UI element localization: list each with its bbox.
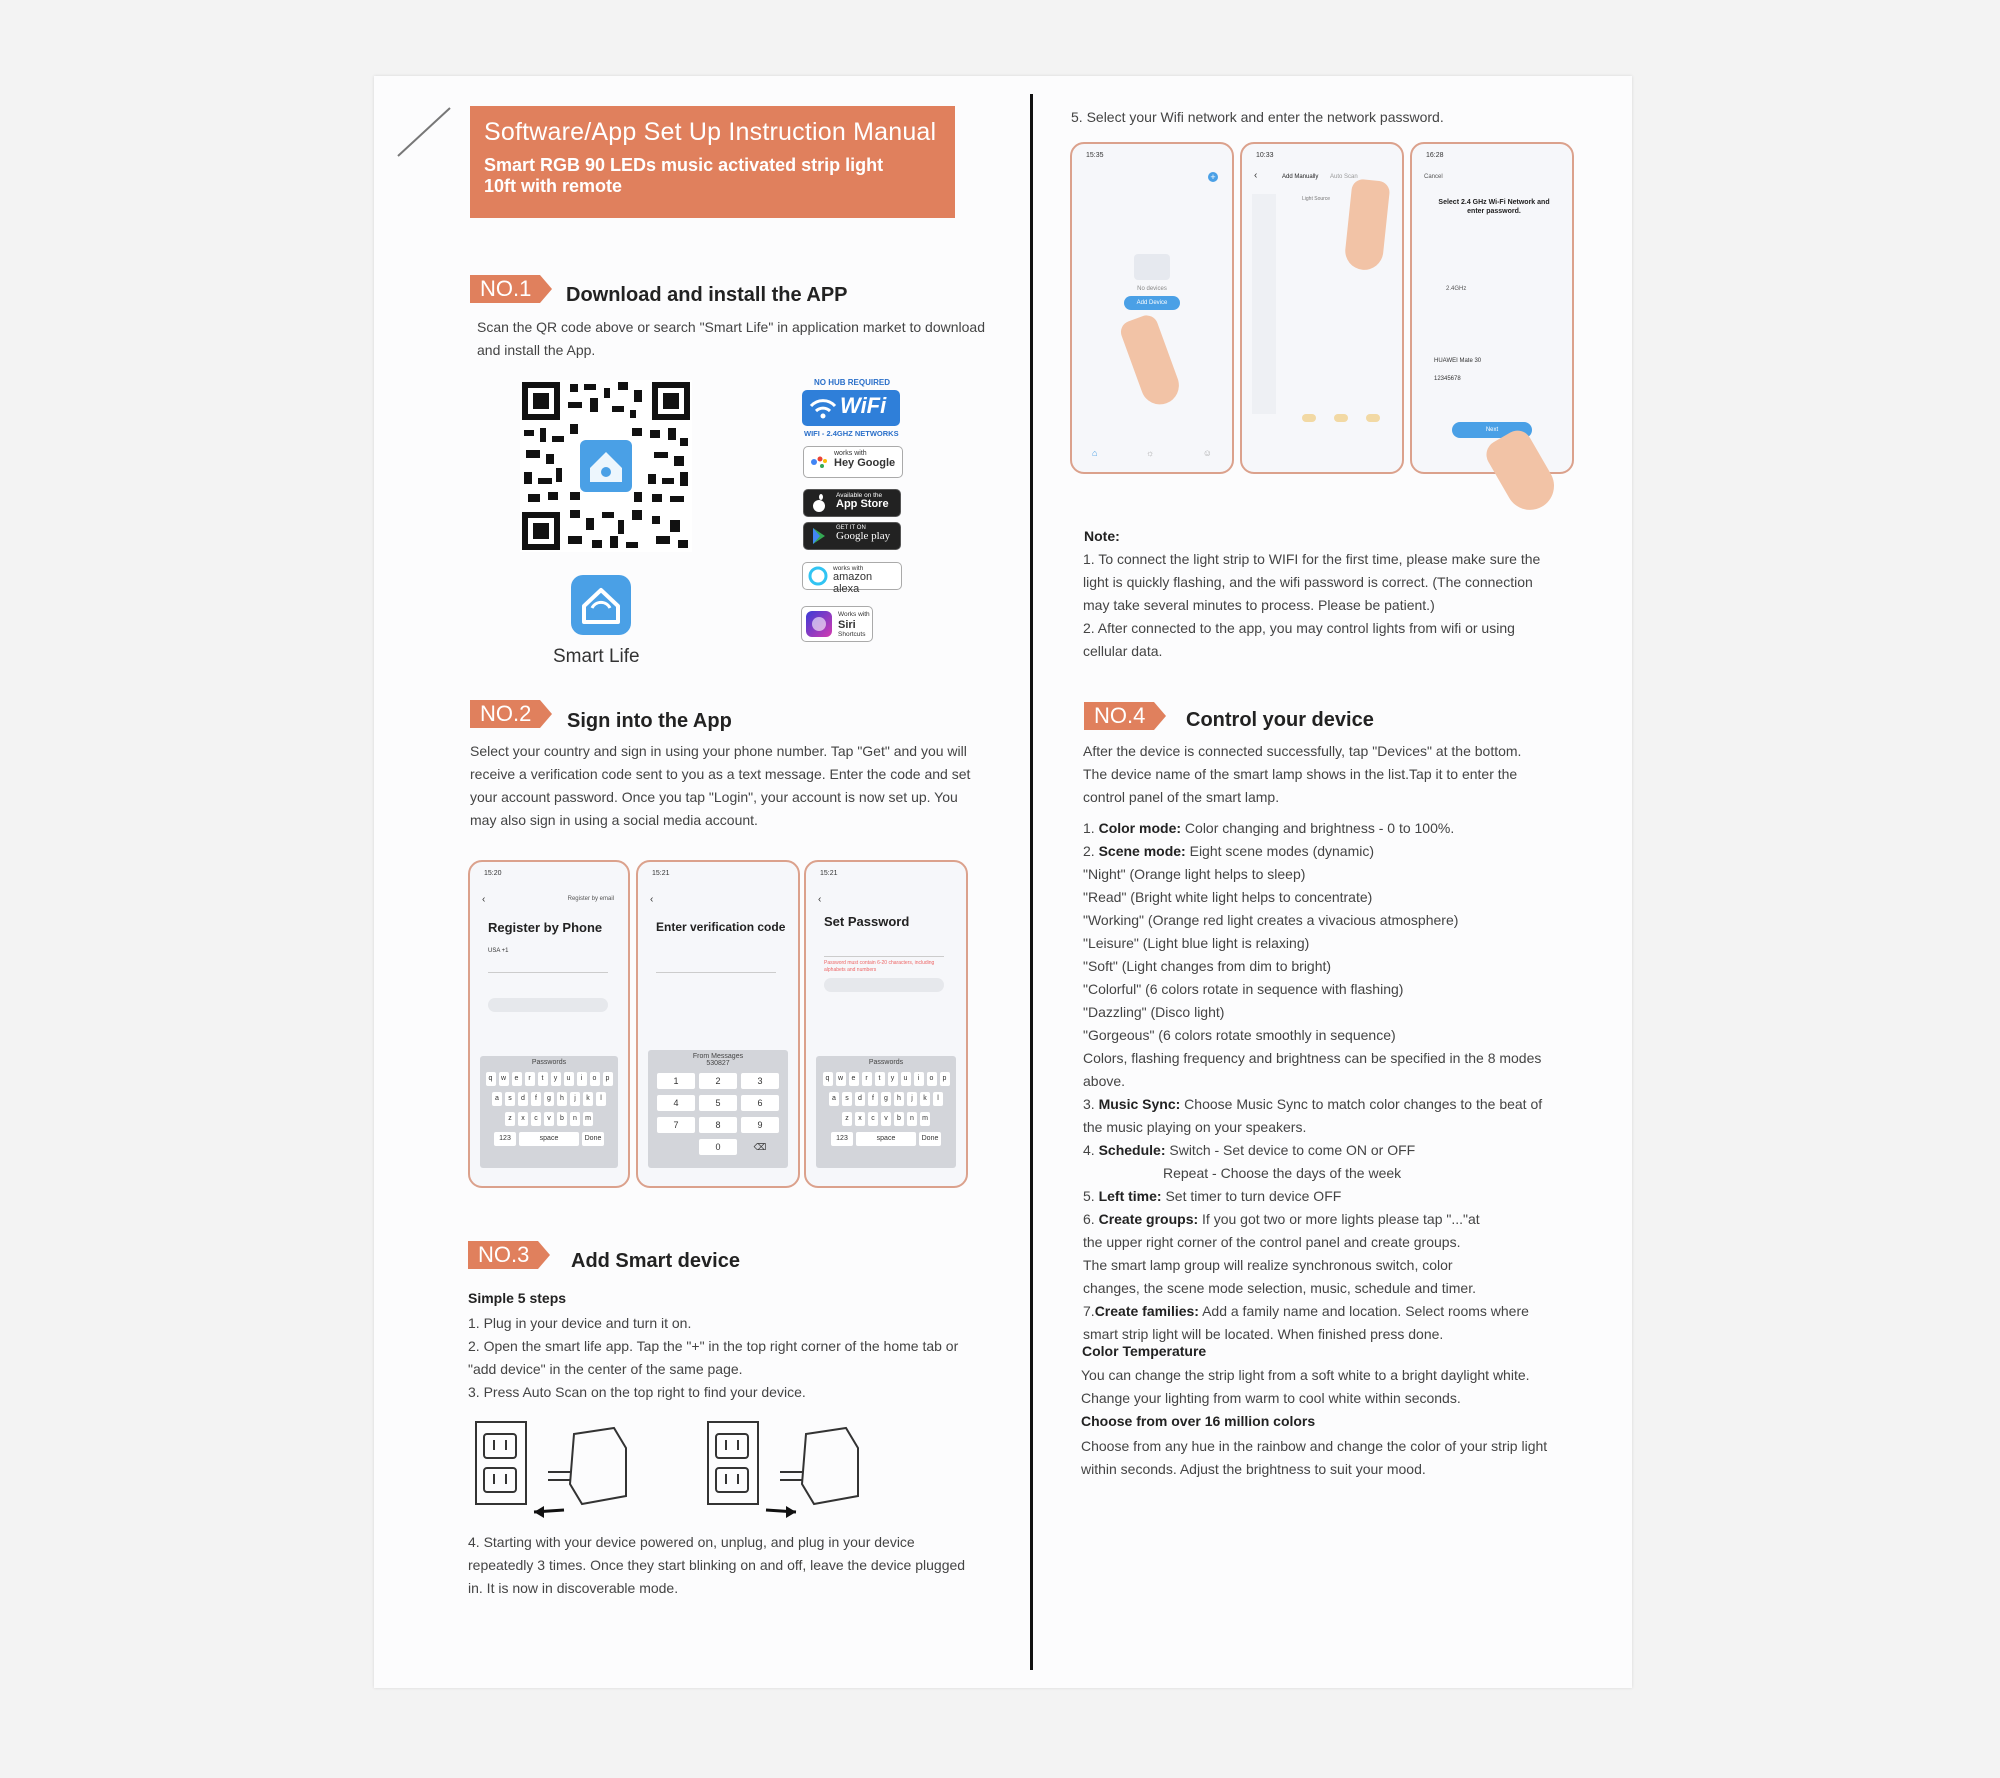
pointing-hand-icon — [1118, 312, 1184, 410]
feature-list-item: "Night" (Orange light helps to sleep) — [1083, 866, 1306, 882]
million-colors-text: Choose from any hue in the rainbow and change the color of your strip light within seconds. Adjust the brightness to suit your mood. — [1081, 1438, 1548, 1477]
feature-list-item: the upper right corner of the control panel and create groups. — [1083, 1234, 1461, 1250]
auto-scan-tab[interactable]: Auto Scan — [1330, 174, 1358, 180]
million-colors-heading: Choose from over 16 million colors — [1081, 1413, 1316, 1429]
back-chevron-icon[interactable]: ‹ — [650, 894, 654, 905]
plug-illustration-1 — [474, 1420, 644, 1520]
light-source-label: Light Source — [1302, 196, 1331, 202]
back-chevron-icon[interactable]: ‹ — [482, 894, 486, 905]
country-code-field[interactable]: USA +1 — [488, 948, 509, 954]
feature-list-item: "Working" (Orange red light creates a vivacious atmosphere) — [1083, 912, 1459, 928]
bulb-icon[interactable] — [1302, 414, 1316, 422]
step4-heading: Control your device — [1186, 709, 1374, 731]
step2-badge: NO.2 — [470, 700, 540, 728]
feature-list-item: Repeat - Choose the days of the week — [1163, 1165, 1402, 1181]
phone-add-device-time: 15:35 — [1086, 152, 1104, 159]
step2-text: Select your country and sign in using your phone number. Tap "Get" and you will receive a verification code sent to you as a text message. Enter the code and set your account password. Once you tap "Login", your account is now set up. You may also sign in using a social media account. — [470, 743, 971, 828]
google-play-label: Google play — [836, 530, 891, 542]
phone-set-password — [804, 860, 968, 1188]
step2-heading: Sign into the App — [567, 710, 732, 732]
manual-title-box — [470, 106, 955, 218]
home-tab-icon[interactable]: ⌂ — [1092, 448, 1098, 458]
phone-verification-time: 15:21 — [652, 870, 670, 877]
step1-badge: NO.1 — [470, 275, 540, 303]
step4-feature-list — [1083, 817, 1542, 1346]
phone-auto-scan-time: 10:33 — [1256, 152, 1274, 159]
wifi-select-title: Select 2.4 GHz Wi-Fi Network and enter password. — [1438, 199, 1550, 215]
google-assistant-icon — [809, 453, 829, 471]
phone-set-password-time: 15:21 — [820, 870, 838, 877]
feature-list-item: The smart lamp group will realize synchronous switch, color — [1083, 1257, 1453, 1273]
password-hint: Password must contain 6-20 characters, including alphabets and numbers — [824, 960, 935, 973]
wifi-icon — [808, 394, 838, 422]
passwords-key-label: Passwords — [868, 1059, 904, 1066]
feature-list-item: Colors, flashing frequency and brightness can be specified in the 8 modes — [1083, 1050, 1542, 1066]
back-chevron-icon[interactable]: ‹ — [818, 894, 822, 905]
phone-verification-title: Enter verification code — [656, 920, 786, 934]
phone-add-device — [1070, 142, 1234, 474]
manual-title: Software/App Set Up Instruction Manual — [484, 118, 937, 146]
register-by-email-link[interactable]: Register by email — [567, 896, 614, 902]
feature-list-item: 6. Create groups: If you got two or more lights please tap "..."at — [1083, 1211, 1480, 1227]
app-store-small: Available on the — [836, 492, 883, 499]
phone-set-password-title: Set Password — [824, 914, 910, 929]
apple-icon — [811, 493, 827, 513]
alexa-icon — [808, 566, 828, 586]
back-chevron-icon[interactable]: ‹ — [1254, 170, 1258, 181]
feature-list-item: "Read" (Bright white light helps to concentrate) — [1083, 889, 1373, 905]
from-messages-code[interactable]: 530827 — [706, 1060, 730, 1067]
manual-subtitle-line1: Smart RGB 90 LEDs music activated strip light — [484, 155, 884, 175]
amazon-alexa-small: works with — [833, 565, 864, 572]
phone-register-title: Register by Phone — [488, 920, 603, 935]
empty-devices-icon — [1134, 254, 1170, 280]
feature-list-item: the music playing on your speakers. — [1083, 1119, 1307, 1135]
feature-list-item: "Colorful" (6 colors rotate in sequence with flashing) — [1083, 981, 1404, 997]
category-sidebar — [1252, 194, 1276, 414]
siri-label: Siri — [838, 619, 856, 631]
step3-badge: NO.3 — [468, 1241, 538, 1269]
feature-list-item: smart strip light will be located. When finished press done. — [1083, 1326, 1444, 1342]
add-device-button[interactable]: Add Device — [1124, 296, 1180, 310]
feature-list-item: 4. Schedule: Switch - Set device to come ON or OFF — [1083, 1142, 1416, 1158]
add-plus-icon[interactable]: + — [1208, 172, 1218, 182]
google-play-small: GET IT ON — [836, 525, 866, 531]
column-divider — [1030, 94, 1033, 1670]
no-hub-label: NO HUB REQUIRED — [814, 378, 891, 387]
step4-intro: After the device is connected successfully, tap "Devices" at the bottom. The device name of the smart lamp shows in the list.Tap it to enter the control panel of the smart lamp. — [1083, 743, 1522, 805]
step1-text: Scan the QR code above or search "Smart Life" in application market to download and install the App. — [477, 319, 985, 358]
wifi-band-option[interactable]: 2.4GHz — [1446, 286, 1467, 292]
feature-list-item: 7.Create families: Add a family name and location. Select rooms where — [1083, 1303, 1529, 1319]
cancel-link[interactable]: Cancel — [1424, 174, 1443, 180]
app-store-label: App Store — [836, 498, 889, 510]
keyboard-letters: Passwords q w e r t y u i o p a s d f g h j k l z x c v b n m 123 space Done — [480, 1056, 618, 1168]
plug-illustration-2 — [706, 1420, 876, 1520]
bottom-tab-bar — [1092, 448, 1212, 458]
feature-list-item: 2. Scene mode: Eight scene modes (dynamic) — [1083, 843, 1375, 859]
passwords-key-label: Passwords — [531, 1059, 567, 1066]
step4-badge: NO.4 — [1084, 702, 1154, 730]
note-text: 1. To connect the light strip to WIFI for the first time, please make sure the light is quickly flashing, and the wifi password is correct. (The connection may take several minutes to process. Please be patient.) 2. After connected to the app, you may control lights from wifi or using cellular data. — [1083, 551, 1541, 659]
wifi-badge-label: WiFi — [840, 393, 887, 418]
siri-sub: Shortcuts — [838, 631, 866, 638]
from-messages-label: From Messages — [692, 1053, 744, 1060]
phone-auto-scan — [1240, 142, 1404, 474]
code-input-line[interactable] — [656, 972, 776, 973]
siri-small: Works with — [838, 611, 870, 618]
feature-list-item: changes, the scene mode selection, music, schedule and timer. — [1083, 1280, 1476, 1296]
note-label: Note: — [1084, 528, 1120, 544]
wifi-networks-label: WIFI - 2.4GHZ NETWORKS — [804, 429, 899, 438]
password-input-line[interactable] — [824, 956, 944, 957]
no-devices-text: No devices — [1137, 286, 1167, 292]
qr-code — [520, 380, 692, 552]
phone-wifi-select-time: 16:28 — [1426, 152, 1444, 159]
amazon-alexa-label: amazon alexa — [833, 571, 873, 595]
add-manually-tab[interactable]: Add Manually — [1282, 174, 1319, 180]
feature-list-item: "Leisure" (Light blue light is relaxing) — [1083, 935, 1310, 951]
color-temperature-text: You can change the strip light from a soft white to a bright daylight white. Change your lighting from warm to cool white within seconds. — [1081, 1367, 1530, 1406]
bulb-icon[interactable] — [1366, 414, 1380, 422]
feature-list-item: "Dazzling" (Disco light) — [1083, 1004, 1225, 1020]
google-play-icon — [811, 527, 827, 545]
feature-list-item: 3. Music Sync: Choose Music Sync to match color changes to the beat of — [1083, 1096, 1543, 1112]
feature-list-item: "Gorgeous" (6 colors rotate smoothly in sequence) — [1083, 1027, 1396, 1043]
phone-wifi-select — [1410, 142, 1574, 474]
feature-list-item: 1. Color mode: Color changing and brightness - 0 to 100%. — [1083, 820, 1455, 836]
wifi-password-field[interactable]: 12345678 — [1434, 376, 1461, 382]
step1-heading: Download and install the APP — [566, 284, 848, 306]
scene-tab-icon[interactable]: ☼ — [1145, 448, 1155, 458]
feature-list-item: 5. Left time: Set timer to turn device OFF — [1083, 1188, 1342, 1204]
pointing-hand-icon — [1343, 178, 1390, 271]
hey-google-small: works with — [834, 450, 867, 457]
get-code-button[interactable] — [488, 998, 608, 1012]
pencil-mark-icon — [394, 104, 454, 160]
wifi-ssid-field[interactable]: HUAWEI Mate 30 — [1434, 358, 1482, 364]
manual-subtitle-line2: 10ft with remote — [484, 176, 623, 196]
step3-subheading: Simple 5 steps — [468, 1290, 567, 1306]
step3-heading: Add Smart device — [571, 1250, 740, 1272]
phone-register — [468, 860, 630, 1188]
smart-life-app-name: Smart Life — [553, 646, 640, 667]
me-tab-icon[interactable]: ☺ — [1202, 448, 1212, 458]
step5-text: 5. Select your Wifi network and enter the network password. — [1071, 109, 1444, 125]
smart-life-app-icon — [570, 574, 632, 636]
phone-input-line[interactable] — [488, 972, 608, 973]
phone-register-time: 15:20 — [484, 870, 502, 877]
feature-list-item: "Soft" (Light changes from dim to bright) — [1083, 958, 1332, 974]
step3-text: 1. Plug in your device and turn it on. 2. Open the smart life app. Tap the "+" in the top right corner of the home tab or "add device" in the center of the same page. 3. Press Auto Scan on the top right to find your device. — [468, 1315, 959, 1400]
siri-icon — [805, 610, 833, 638]
feature-list-item: above. — [1083, 1073, 1126, 1089]
keyboard-numpad: From Messages 530827 1 2 3 4 5 6 7 8 9 0 ⌫ — [648, 1050, 788, 1168]
phone-verification — [636, 860, 800, 1188]
color-temperature-heading: Color Temperature — [1082, 1343, 1207, 1359]
done-button[interactable] — [824, 978, 944, 992]
hey-google-label: Hey Google — [834, 457, 896, 469]
bulb-icon[interactable] — [1334, 414, 1348, 422]
next-button[interactable]: Next — [1452, 422, 1532, 438]
keyboard-letters: Passwords q w e r t y u i o p a s d f g h j k l z x c v b n m 123 space Done — [816, 1056, 956, 1168]
step3-step4-text: 4. Starting with your device powered on, unplug, and plug in your device repeatedly 3 times. Once they start blinking on and off, leave the device plugged in. It is now in discoverable mode. — [468, 1534, 966, 1596]
